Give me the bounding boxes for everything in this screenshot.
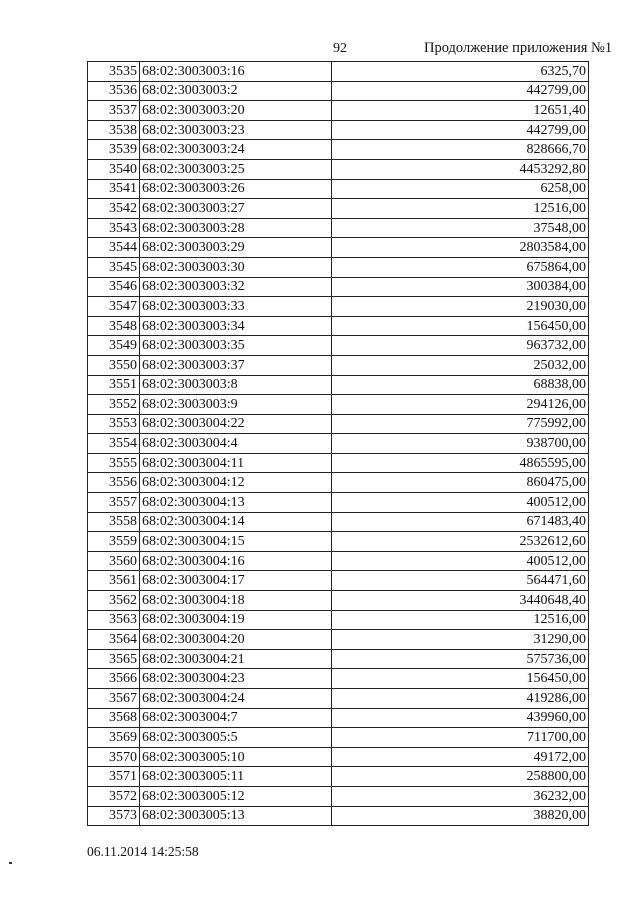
cadastral-number-cell: 68:02:3003003:35 xyxy=(140,336,332,356)
table-row xyxy=(88,336,589,356)
cadastral-value-cell: 31290,00 xyxy=(332,630,589,650)
row-number-cell: 3558 xyxy=(88,512,140,532)
cadastral-number-cell: 68:02:3003004:21 xyxy=(140,649,332,669)
table-row xyxy=(88,159,589,179)
cadastral-value-cell: 38820,00 xyxy=(332,806,589,826)
cadastral-value-cell: 156450,00 xyxy=(332,669,589,689)
cadastral-value-cell: 258800,00 xyxy=(332,767,589,787)
cadastral-number-cell: 68:02:3003004:18 xyxy=(140,591,332,611)
print-timestamp: 06.11.2014 14:25:58 xyxy=(87,844,199,859)
scan-mark xyxy=(9,862,12,864)
table-row xyxy=(88,81,589,101)
cadastral-number-cell: 68:02:3003003:26 xyxy=(140,179,332,199)
table-row xyxy=(88,355,589,375)
row-number-cell: 3541 xyxy=(88,179,140,199)
cadastral-value-cell: 419286,00 xyxy=(332,689,589,709)
cadastral-number-cell: 68:02:3003003:27 xyxy=(140,199,332,219)
cadastral-value-cell: 6258,00 xyxy=(332,179,589,199)
cadastral-number-cell: 68:02:3003004:7 xyxy=(140,708,332,728)
cadastral-number-cell: 68:02:3003003:32 xyxy=(140,277,332,297)
cadastral-number-cell: 68:02:3003003:9 xyxy=(140,395,332,415)
table-row xyxy=(88,434,589,454)
cadastral-value-cell: 2803584,00 xyxy=(332,238,589,258)
row-number-cell: 3536 xyxy=(88,81,140,101)
cadastral-number-cell: 68:02:3003004:22 xyxy=(140,414,332,434)
cadastral-number-cell: 68:02:3003004:24 xyxy=(140,689,332,709)
table-row xyxy=(88,101,589,121)
table-row xyxy=(88,140,589,160)
cadastral-value-cell: 564471,60 xyxy=(332,571,589,591)
cadastral-number-cell: 68:02:3003003:29 xyxy=(140,238,332,258)
table-row xyxy=(88,532,589,552)
table-row xyxy=(88,199,589,219)
cadastral-number-cell: 68:02:3003004:19 xyxy=(140,610,332,630)
row-number-cell: 3561 xyxy=(88,571,140,591)
cadastral-value-cell: 575736,00 xyxy=(332,649,589,669)
appendix-caption: Продолжение приложения №1 xyxy=(424,40,613,56)
cadastral-value-cell: 36232,00 xyxy=(332,786,589,806)
cadastral-value-cell: 671483,40 xyxy=(332,512,589,532)
cadastral-value-cell: 12516,00 xyxy=(332,199,589,219)
cadastral-number-cell: 68:02:3003003:34 xyxy=(140,316,332,336)
cadastral-number-cell: 68:02:3003003:24 xyxy=(140,140,332,160)
cadastral-number-cell: 68:02:3003003:30 xyxy=(140,257,332,277)
row-number-cell: 3567 xyxy=(88,689,140,709)
cadastral-value-cell: 442799,00 xyxy=(332,120,589,140)
table-row xyxy=(88,669,589,689)
cadastral-value-cell: 442799,00 xyxy=(332,81,589,101)
cadastral-number-cell: 68:02:3003004:14 xyxy=(140,512,332,532)
cadastral-value-cell: 675864,00 xyxy=(332,257,589,277)
table-row xyxy=(88,257,589,277)
cadastral-value-cell: 25032,00 xyxy=(332,355,589,375)
table-row xyxy=(88,297,589,317)
row-number-cell: 3565 xyxy=(88,649,140,669)
cadastral-number-cell: 68:02:3003003:28 xyxy=(140,218,332,238)
cadastral-value-cell: 294126,00 xyxy=(332,395,589,415)
row-number-cell: 3537 xyxy=(88,101,140,121)
table-row xyxy=(88,767,589,787)
cadastral-value-cell: 156450,00 xyxy=(332,316,589,336)
row-number-cell: 3546 xyxy=(88,277,140,297)
row-number-cell: 3562 xyxy=(88,591,140,611)
row-number-cell: 3573 xyxy=(88,806,140,826)
cadastral-number-cell: 68:02:3003004:23 xyxy=(140,669,332,689)
cadastral-value-cell: 828666,70 xyxy=(332,140,589,160)
table-row xyxy=(88,689,589,709)
cadastral-number-cell: 68:02:3003003:20 xyxy=(140,101,332,121)
cadastral-value-cell: 711700,00 xyxy=(332,728,589,748)
table-row xyxy=(88,473,589,493)
cadastral-value-cell: 938700,00 xyxy=(332,434,589,454)
cadastral-value-cell: 775992,00 xyxy=(332,414,589,434)
cadastral-number-cell: 68:02:3003005:10 xyxy=(140,747,332,767)
table-row xyxy=(88,120,589,140)
row-number-cell: 3542 xyxy=(88,199,140,219)
row-number-cell: 3571 xyxy=(88,767,140,787)
table-row xyxy=(88,218,589,238)
cadastral-number-cell: 68:02:3003004:16 xyxy=(140,551,332,571)
cadastral-number-cell: 68:02:3003003:8 xyxy=(140,375,332,395)
cadastral-value-cell: 3440648,40 xyxy=(332,591,589,611)
cadastral-value-cell: 963732,00 xyxy=(332,336,589,356)
cadastral-value-cell: 400512,00 xyxy=(332,493,589,513)
cadastral-number-cell: 68:02:3003005:5 xyxy=(140,728,332,748)
row-number-cell: 3569 xyxy=(88,728,140,748)
row-number-cell: 3560 xyxy=(88,551,140,571)
row-number-cell: 3538 xyxy=(88,120,140,140)
row-number-cell: 3568 xyxy=(88,708,140,728)
cadastral-number-cell: 68:02:3003005:12 xyxy=(140,786,332,806)
cadastral-number-cell: 68:02:3003003:16 xyxy=(140,62,332,82)
cadastral-value-cell: 12651,40 xyxy=(332,101,589,121)
row-number-cell: 3552 xyxy=(88,395,140,415)
table-row xyxy=(88,395,589,415)
cadastral-value-cell: 219030,00 xyxy=(332,297,589,317)
row-number-cell: 3549 xyxy=(88,336,140,356)
table-row xyxy=(88,649,589,669)
table-row xyxy=(88,806,589,826)
row-number-cell: 3539 xyxy=(88,140,140,160)
table-row xyxy=(88,179,589,199)
row-number-cell: 3547 xyxy=(88,297,140,317)
table-row xyxy=(88,571,589,591)
row-number-cell: 3572 xyxy=(88,786,140,806)
cadastral-number-cell: 68:02:3003004:4 xyxy=(140,434,332,454)
table-row xyxy=(88,551,589,571)
cadastral-number-cell: 68:02:3003003:33 xyxy=(140,297,332,317)
table-row xyxy=(88,728,589,748)
table-row xyxy=(88,238,589,258)
cadastral-value-cell: 300384,00 xyxy=(332,277,589,297)
cadastral-value-cell: 2532612,60 xyxy=(332,532,589,552)
cadastral-value-cell: 400512,00 xyxy=(332,551,589,571)
cadastral-value-cell: 860475,00 xyxy=(332,473,589,493)
cadastral-value-cell: 68838,00 xyxy=(332,375,589,395)
table-row xyxy=(88,375,589,395)
table-row xyxy=(88,414,589,434)
cadastral-value-cell: 49172,00 xyxy=(332,747,589,767)
table-row xyxy=(88,747,589,767)
row-number-cell: 3543 xyxy=(88,218,140,238)
row-number-cell: 3544 xyxy=(88,238,140,258)
row-number-cell: 3570 xyxy=(88,747,140,767)
cadastral-number-cell: 68:02:3003004:17 xyxy=(140,571,332,591)
row-number-cell: 3551 xyxy=(88,375,140,395)
cadastral-number-cell: 68:02:3003005:13 xyxy=(140,806,332,826)
table-row xyxy=(88,630,589,650)
cadastral-value-cell: 12516,00 xyxy=(332,610,589,630)
table-row xyxy=(88,277,589,297)
cadastral-value-cell: 37548,00 xyxy=(332,218,589,238)
row-number-cell: 3566 xyxy=(88,669,140,689)
table-row xyxy=(88,453,589,473)
row-number-cell: 3557 xyxy=(88,493,140,513)
row-number-cell: 3555 xyxy=(88,453,140,473)
table-row xyxy=(88,62,589,82)
row-number-cell: 3550 xyxy=(88,355,140,375)
table-row xyxy=(88,316,589,336)
table-row xyxy=(88,591,589,611)
cadastral-number-cell: 68:02:3003003:2 xyxy=(140,81,332,101)
row-number-cell: 3540 xyxy=(88,159,140,179)
cadastral-value-cell: 6325,70 xyxy=(332,62,589,82)
cadastral-value-cell: 4865595,00 xyxy=(332,453,589,473)
cadastral-value-cell: 439960,00 xyxy=(332,708,589,728)
row-number-cell: 3554 xyxy=(88,434,140,454)
cadastral-number-cell: 68:02:3003003:37 xyxy=(140,355,332,375)
cadastral-number-cell: 68:02:3003004:11 xyxy=(140,453,332,473)
row-number-cell: 3563 xyxy=(88,610,140,630)
table-row xyxy=(88,493,589,513)
cadastral-value-table xyxy=(87,61,589,826)
cadastral-number-cell: 68:02:3003004:12 xyxy=(140,473,332,493)
cadastral-number-cell: 68:02:3003004:20 xyxy=(140,630,332,650)
page-number: 92 xyxy=(333,41,347,56)
row-number-cell: 3545 xyxy=(88,257,140,277)
row-number-cell: 3556 xyxy=(88,473,140,493)
row-number-cell: 3548 xyxy=(88,316,140,336)
cadastral-number-cell: 68:02:3003003:23 xyxy=(140,120,332,140)
row-number-cell: 3564 xyxy=(88,630,140,650)
table-row xyxy=(88,708,589,728)
row-number-cell: 3535 xyxy=(88,62,140,82)
row-number-cell: 3553 xyxy=(88,414,140,434)
cadastral-number-cell: 68:02:3003004:15 xyxy=(140,532,332,552)
cadastral-number-cell: 68:02:3003003:25 xyxy=(140,159,332,179)
row-number-cell: 3559 xyxy=(88,532,140,552)
cadastral-number-cell: 68:02:3003004:13 xyxy=(140,493,332,513)
table-row xyxy=(88,610,589,630)
table-row xyxy=(88,786,589,806)
table-body xyxy=(88,62,589,826)
cadastral-value-cell: 4453292,80 xyxy=(332,159,589,179)
cadastral-number-cell: 68:02:3003005:11 xyxy=(140,767,332,787)
table-row xyxy=(88,512,589,532)
